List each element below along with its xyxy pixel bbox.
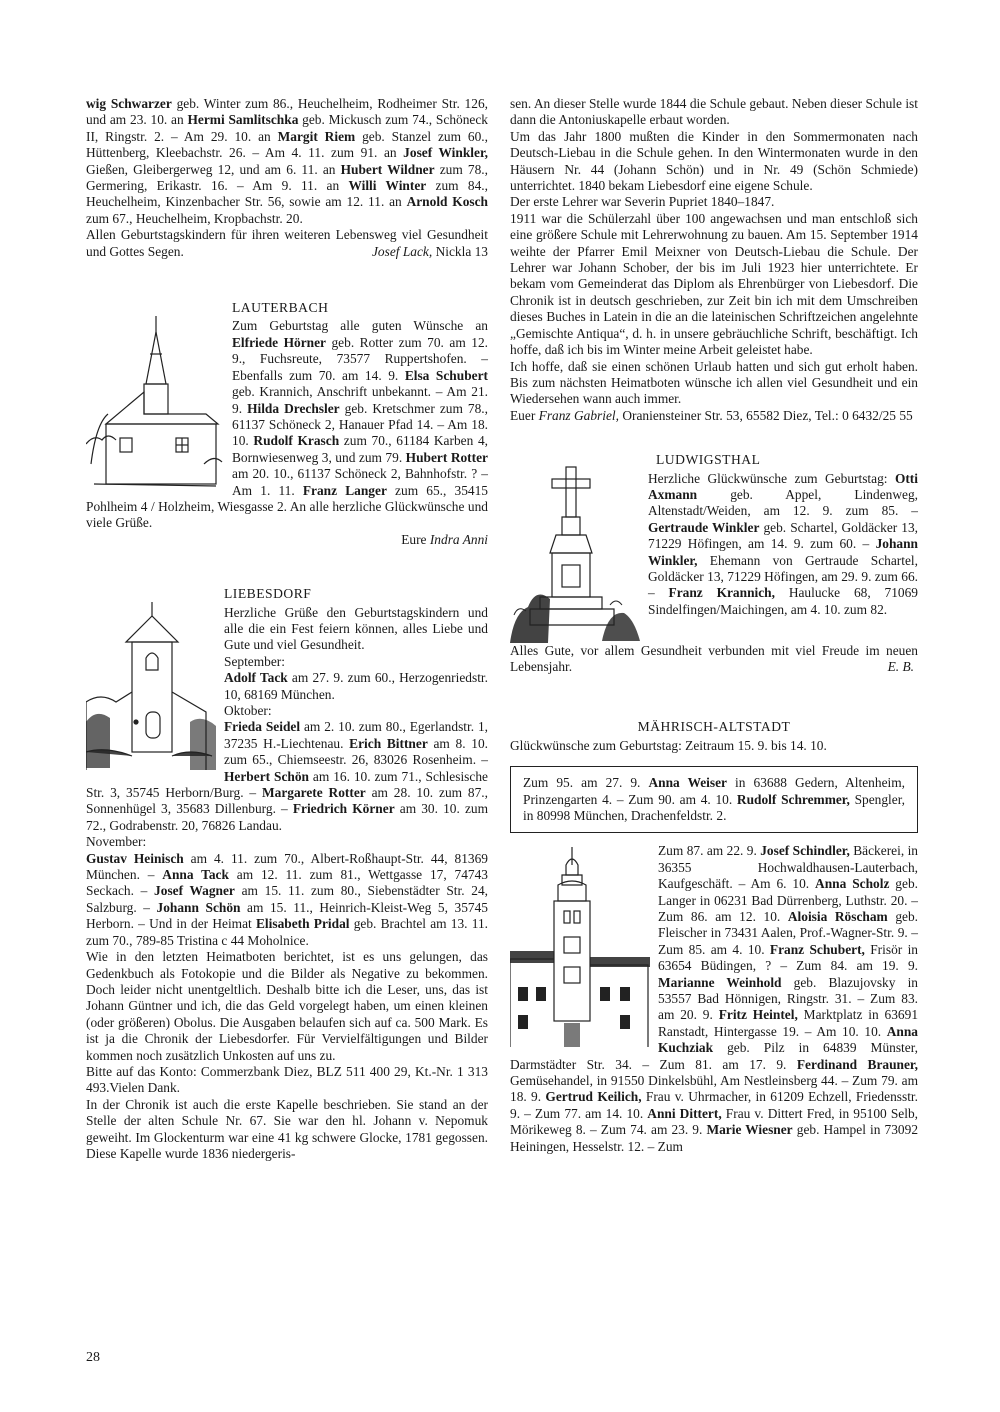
person-name: Franz Langer <box>302 482 387 498</box>
liebesdorf-church-illustration <box>86 602 216 770</box>
person-name: wig Schwarzer <box>86 96 172 111</box>
liebesdorf-paragraph-3: In der Chronik ist auch die erste Kapelle beschrieben. Sie stand an der Stelle der alten Schule Nr. 67. Sie war den hl. Johann v. Nepomuk geweiht. Im Glockenturm war eine 41 kg schwere Glocke, 1781 gegossen. Diese Kapelle wurde 1836 niedergeris- <box>86 1096 488 1161</box>
person-name: Frieda Seidel <box>224 719 301 735</box>
liebesdorf-title: LIEBESDORF <box>224 586 312 602</box>
text-segment: am 28. 10. zum 87., Sonnenhügel 3, 35683 Dillenburg. – <box>86 785 489 817</box>
person-name: Margit Riem <box>277 128 356 144</box>
text-segment: Frau v. Uhrmacher, in 61209 Echzell, Friedensstr. 9. – Zum 77. am 14. 10. <box>510 1089 918 1121</box>
chronicle-paragraph-5: Ich hoffe, daß sie einen schönen Urlaub hatten und sich gut erholt haben. Bis zum nächsten Heimatboten wünsche ich allen viel Gesundheit und ein Wiedersehen wann auch immer. <box>510 358 918 407</box>
person-name: Anna Kuchziak <box>658 1023 918 1056</box>
ludwigsthal-cross-illustration <box>510 465 640 643</box>
text-segment: geb. Blazujovsky in 53557 Bad Hönnigen, Ringstr. 31. – Zum 83. am 20. 9. <box>658 974 918 1023</box>
person-name: Anna Tack <box>162 867 229 883</box>
october-label: Oktober: <box>224 703 272 718</box>
lauterbach-signature: Eure Indra Anni <box>401 531 488 547</box>
wishes-paragraph: Allen Geburtstagskindern für ihren weiteren Lebensweg viel Gesundheit und Gottes Segen. Josef Lack, Nickla 13 <box>86 227 488 259</box>
text-segment: am 2. 10. zum 80., Egerlandstr. 1, 37235 H.-Liechtenau. <box>224 719 489 751</box>
person-name: Franz Krannich, <box>668 585 775 601</box>
text-segment: am 27. 9. zum 60., Herzogenriedstr. 10, 68169 München. <box>224 670 488 702</box>
person-name: Rudolf Krasch <box>253 433 340 449</box>
person-name: Erich Bittner <box>349 735 428 751</box>
person-name: Gertrud Keilich, <box>545 1089 642 1105</box>
text-segment: Gemüsehandel, in 91550 Dinkelsbühl, Am Nestleinsberg 44. – Zum 79. am 18. 9. <box>510 1073 918 1105</box>
person-name: Johann Winkler, <box>648 536 918 568</box>
text-segment: geb. Rotter zum 70. am 12. 9., Fuchsreute, 73577 Ruppertshofen. – Ebenfalls zum 70. am 14. 9. <box>232 334 488 383</box>
chronicle-paragraph-3: Der erste Lehrer war Severin Pupriet 1840–1847. <box>510 194 775 210</box>
ludwigsthal-title: LUDWIGSTHAL <box>656 452 761 468</box>
text-segment: Spengler, in 80998 München, Drachenfeldstr. 2. <box>523 791 905 823</box>
text-segment: geb. Winter zum 86., Heuchelheim, Rodheimer Str. 126, und am 23. 10. an <box>86 96 488 128</box>
text-segment: am 15. 11. zum 80., Siebenstädter Str. 24, Salzburg. – <box>86 883 489 915</box>
text-segment: geb. Kretschmer zum 78., 61137 Schöneck 2, Hanauer Pfad 14. – Am 18. 10. <box>232 400 488 449</box>
person-name: Anna Weiser <box>648 775 727 791</box>
intro-paragraph <box>86 96 488 227</box>
person-name: Elisabeth Pridal <box>255 916 350 932</box>
person-name: Hubert Rotter <box>405 449 488 465</box>
text-segment: am 20. 10., 61137 Schöneck 2, Bahnhofstr. ? – Am 1. 11. <box>232 466 488 498</box>
ludwigsthal-closing: Alles Gute, vor allem Gesundheit verbunden mit viel Freude im neuen Lebensjahr. E. B. <box>510 642 918 674</box>
right-column <box>510 96 918 1155</box>
text-segment: geb. Mickusch zum 74., Schöneck II, Ringstr. 2. – Am 29. 10. an <box>86 112 488 144</box>
liebesdorf-greeting: Herzliche Grüße den Geburtstagskindern und alle die ein Fest feiern können, alles Liebe und Gute und viel Gesundheit. <box>224 604 488 653</box>
person-name: Marianne Weinhold <box>658 974 782 990</box>
altstadt-highlight-box <box>510 766 918 833</box>
person-name: Margarete Rotter <box>261 785 366 801</box>
text-segment: Frisör in 63654 Büdingen, ? – Zum 84. am 19. 9. <box>658 941 918 974</box>
text-segment: zum 65., 35415 Pohlheim 4 / Holzheim, Wiesgasse 2. An alle herzliche Glückwünsche und viele Grüße. <box>86 482 488 531</box>
text-segment: am 15. 11., Heinrich-Kleist-Weg 5, 35745 Herborn. – Und in der Heimat <box>86 899 488 932</box>
lauterbach-chapel-illustration <box>86 314 224 494</box>
person-name: Hilda Drechsler <box>247 400 340 416</box>
altstadt-subtitle: Glückwünsche zum Geburtstag: Zeitraum 15. 9. bis 14. 10. <box>510 737 827 753</box>
person-name: Arnold Kosch <box>406 194 489 210</box>
person-name: Elsa Schubert <box>404 367 488 383</box>
left-column <box>86 96 488 1162</box>
text-segment: zum 84., Heuchelheim, Kinzenbacher Str. 56, sowie am 12. 11. an <box>86 178 488 210</box>
text-segment: Marktplatz in 63691 Ranstadt, Hintergasse 19. – Am 10. 10. <box>658 1007 919 1039</box>
text-segment: Gießen, Gleibergerweg 12, und am 6. 11. an <box>86 161 341 177</box>
altstadt-box-text <box>523 775 905 823</box>
text-segment: Zum 95. am 27. 9. <box>523 775 649 791</box>
person-name: Ferdinand Brauner, <box>796 1056 918 1072</box>
text-segment: am 30. 10. zum 72., Godrabenstr. 20, 76826 Landau. <box>86 801 488 833</box>
person-name: Anni Dittert, <box>647 1105 722 1121</box>
person-name: Franz Schubert, <box>769 941 865 957</box>
text-segment: Frau v. Dittert Fred, in 95100 Selb, Mörikeweg 8. – Zum 74. am 23. 9. <box>510 1105 918 1138</box>
lauterbach-section <box>86 300 488 548</box>
text-segment: am 4. 11. zum 70., Albert-Roßhaupt-Str. 44, 81369 München. – <box>86 850 489 883</box>
text-segment: geb. Fleischer in 73431 Aalen, Prof.-Wagner-Str. 9. – Zum 85. am 4. 10. <box>658 909 918 957</box>
text-segment: in 63688 Gedern, Altenheim, Prinzengarten 4. – Zum 90. am 4. 10. <box>523 775 906 807</box>
chronicle-paragraph-2: Um das Jahr 1800 mußten die Kinder in den Sommermonaten nach Deutsch-Liebau in die Schule gehen. In den Wintermonaten wurde in den Häusern Nr. 44 (Johann Schön) und in Nr. 49 (Schön Schmiede) unterrichtet. 1840 bekam Liebesdorf eine eigene Schule. <box>510 128 918 194</box>
person-name: Josef Wagner <box>154 883 235 899</box>
ludwigsthal-section <box>510 452 918 675</box>
text-segment: Herzliche Glückwünsche zum Geburtstag: <box>648 470 895 486</box>
person-name: Johann Schön <box>156 899 241 915</box>
person-name: Rudolf Schremmer, <box>736 791 850 807</box>
person-name: Aloisia Röscham <box>787 909 888 924</box>
chronicle-signature: Euer Franz Gabriel, Oraniensteiner Str. 53, 65582 Diez, Tel.: 0 6432/25 55 <box>510 407 913 423</box>
page-number: 28 <box>86 1350 100 1365</box>
person-name: Fritz Heintel, <box>718 1007 798 1023</box>
text-segment: geb. Langer in 06231 Bad Dürrenberg, Luthstr. 20. – Zum 86. am 12. 10. <box>658 876 918 924</box>
person-name: Friedrich Körner <box>292 801 395 817</box>
wishes-signature-name: Josef Lack, <box>371 243 433 259</box>
person-name: Willi Winter <box>348 178 427 194</box>
lauterbach-title: LAUTERBACH <box>232 300 329 316</box>
text-segment: am 12. 11. zum 81., Wettgasse 17, 74743 Seckach. – <box>86 867 488 899</box>
altstadt-title: MÄHRISCH-ALTSTADT <box>637 719 791 735</box>
text-segment: geb. Schartel, Goldäcker 13, 71229 Höfingen, am 14. 9. zum 60. – <box>648 519 919 552</box>
text-segment: Zum 87. am 22. 9. <box>658 843 761 859</box>
text-segment: Ehemann von Gertraude Schartel, Goldäcker 13, 71229 Höfingen, am 29. 9. zum 66. – <box>648 552 918 601</box>
text-segment: geb. Krannich, Anschrift unbekannt. – Am 21. 9. <box>232 384 488 416</box>
person-name: Marie Wiesner <box>706 1122 793 1138</box>
person-name: Adolf Tack <box>224 670 288 686</box>
text-segment: geb. Brachtel am 13. 11. zum 70., 789-85 Tristina c 44 Moholnice. <box>86 916 488 948</box>
person-name: Gustav Heinisch <box>86 850 184 866</box>
november-label: November: <box>86 834 147 850</box>
text-segment: am 8. 10. zum 65., Chiemseestr. 26, 83026 Rosenheim. – <box>224 735 488 768</box>
person-name: Anna Scholz <box>815 876 890 892</box>
text-segment: Bäckerei, in 36355 Hochwaldhausen-Lauterbach, Kaufgeschäft. – Am 6. 10. <box>658 843 918 892</box>
text-segment: zum 78., Germering, Erikastr. 16. – Am 9. 11. an <box>86 161 488 194</box>
text-segment: geb. Hampel in 73092 Heiningen, Hesselstr. 12. – Zum <box>510 1122 919 1154</box>
ludwigsthal-signature: E. B. <box>887 658 914 674</box>
person-name: Gertraude Winkler <box>648 519 760 535</box>
person-name: Elfriede Hörner <box>232 334 326 350</box>
chronicle-paragraph-4: 1911 war die Schülerzahl über 100 angewachsen und man entschloß sich eine größere Schule mit Lehrerwohnung zu bauen. Am 15. September 1914 weihte der Pfarrer Emil Meixner von Deutsch-Liebau die Schule. Der Lehrer war Johann Schober, der bis im Juli 1923 hier unterrichtete. Er bekam vom Gemeinderat das Diplom als Ehrenbürger von Liebesdorf. Die Chronik ist in deutsch geschrieben, zur Zeit bin ich mit dem Umschreiben dieses Buches in Latein in die an die lateinischen Schriftzeichen angelehnte „Gemischte Antiqua“, d. h. in unsere gebräuchliche Schrift, beschäftigt. Ich hoffe, daß ich bis im Winter meine Arbeit geleistet habe. <box>510 210 918 358</box>
text-segment: geb. Pilz in 64839 Münster, Darmstädter Str. 34. – Zum 81. am 17. 9. <box>510 1040 918 1072</box>
text-segment: Zum Geburtstag alle guten Wünsche an <box>232 318 488 334</box>
text-segment: geb. Appel, Lindenweg, Altenstadt/Weiden, am 12. 9. zum 85. – <box>648 486 918 519</box>
person-name: Hubert Wildner <box>340 161 435 177</box>
person-name: Otti Axmann <box>648 470 918 502</box>
november-list <box>86 851 488 949</box>
text-segment: am 16. 10. zum 71., Schlesische Str. 3, 35745 Herborn/Burg. – <box>86 768 488 801</box>
liebesdorf-paragraph-1: Wie in den letzten Heimatboten berichtet, ist es uns gelungen, das Gedenkbuch als Fotokopie und die Bilder als Negative zu bekommen. Doch leider nicht unentgeltlich. Deshalb bitte ich die Leser, uns, das ist Johann Güntner und ich, die das Geld vorgelegt haben, um einen kleinen (oder größeren) Obolus. Die Ausgaben belaufen sich auf ca. 500 Mark. Es ist ja die Chronik der Liebesdorfer. Für Vervielfältigungen und Bilder kommen noch zusätzlich Unkosten auf uns zu. <box>86 949 488 1063</box>
person-name: Herbert Schön <box>224 768 309 784</box>
person-name: Hermi Samlitschka <box>187 112 299 128</box>
altstadt-section <box>510 719 918 1155</box>
chronicle-paragraph-1: sen. An dieser Stelle wurde 1844 die Schule gebaut. Neben dieser Schule ist dann die Antoniuskapelle erbaut worden. <box>510 96 918 128</box>
person-name: Josef Schindler, <box>760 843 850 859</box>
september-label: September: <box>224 653 285 669</box>
liebesdorf-paragraph-2: Bitte auf das Konto: Commerzbank Diez, BLZ 511 400 29, Kt.-Nr. 1 313 493.Vielen Dank. <box>86 1063 488 1096</box>
text-segment: zum 67., Heuchelheim, Kropbachstr. 20. <box>86 210 303 226</box>
altstadt-tower-illustration <box>510 847 650 1047</box>
text-segment: geb. Stanzel zum 60., Hüttenberg, Kleebachstr. 26. – Am 4. 11. zum 91. an <box>86 128 488 161</box>
text-segment: Haulucke 68, 71069 Sindelfingen/Maichingen, am 4. 10. zum 82. <box>648 585 918 617</box>
person-name: Josef Winkler, <box>403 145 488 161</box>
liebesdorf-section <box>86 586 488 1162</box>
text-segment: zum 70., 61184 Karben 4, Bornwiesenweg 3, und zum 79. <box>232 433 488 465</box>
